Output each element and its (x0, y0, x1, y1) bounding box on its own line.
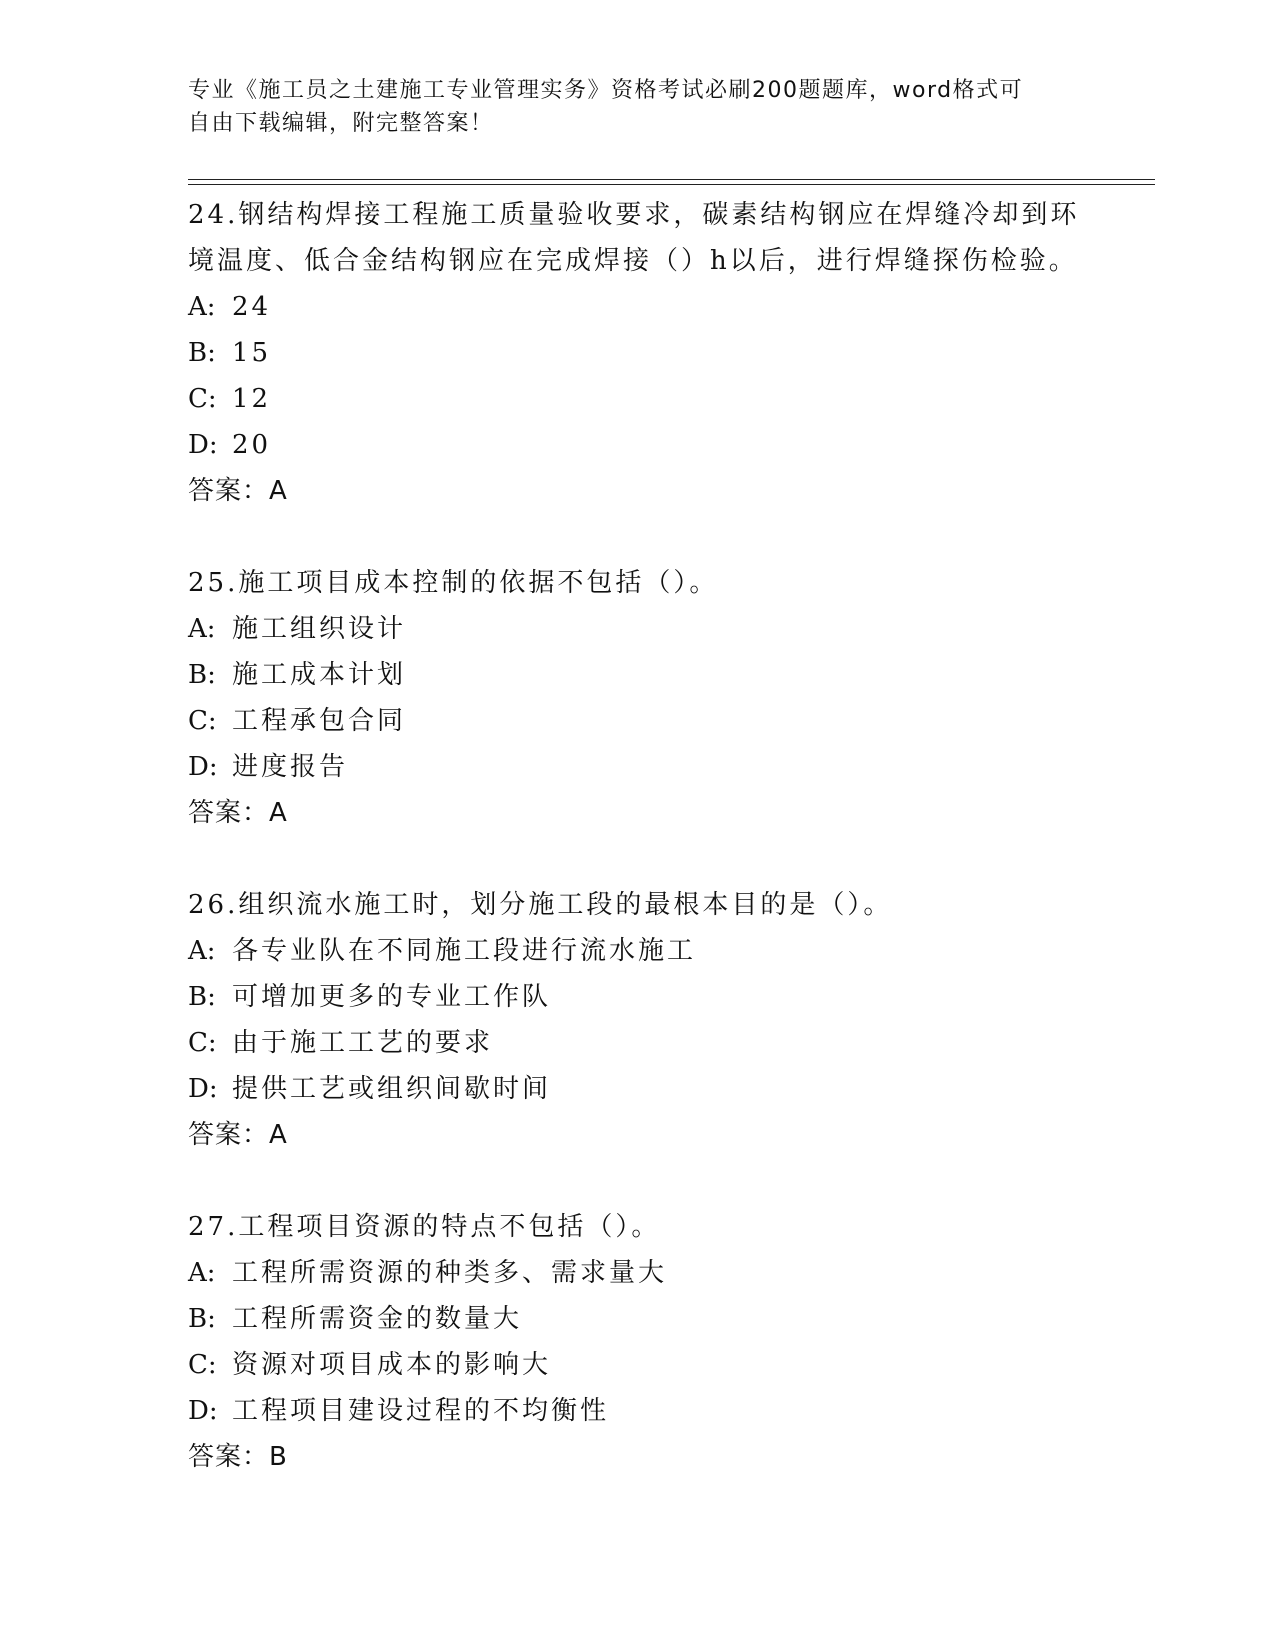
question-stem: 25.施工项目成本控制的依据不包括（）。 (188, 568, 719, 598)
option-a (188, 928, 1148, 974)
option-text: 工程承包合同 (232, 706, 407, 736)
option-text: 施工成本计划 (232, 660, 407, 690)
question-stem: 26.组织流水施工时，划分施工段的最根本目的是（）。 (188, 890, 893, 920)
option-a (188, 1250, 1148, 1296)
option-a (188, 284, 1148, 330)
option-text: 24 (232, 292, 272, 322)
option-key: A: (188, 1258, 216, 1288)
answer-line: 答案：A (188, 476, 288, 506)
option-key: B: (188, 660, 216, 690)
option-text: 施工组织设计 (232, 614, 407, 644)
header-line-2: 自由下载编辑，附完整答案！ (188, 111, 494, 136)
option-key: D: (188, 1396, 218, 1426)
option-text: 提供工艺或组织间歇时间 (232, 1074, 552, 1104)
option-key: C: (188, 1350, 217, 1380)
option-text: 20 (232, 430, 272, 460)
option-key: B: (188, 1304, 216, 1334)
question-stem: 27.工程项目资源的特点不包括（）。 (188, 1212, 661, 1242)
header-line-1: 专业《施工员之土建施工专业管理实务》资格考试必刷200题题库，word格式可 (188, 78, 1024, 103)
option-text: 各专业队在不同施工段进行流水施工 (232, 936, 697, 966)
question-stem: 24.钢结构焊接工程施工质量验收要求，碳素结构钢应在焊缝冷却到环 (188, 200, 1080, 230)
page-header (188, 74, 1088, 140)
option-key: C: (188, 706, 217, 736)
option-text: 12 (232, 384, 272, 414)
question-27 (188, 1204, 1148, 1480)
option-text: 资源对项目成本的影响大 (232, 1350, 552, 1380)
option-c (188, 376, 1148, 422)
option-c (188, 1020, 1148, 1066)
option-text: 由于施工工艺的要求 (232, 1028, 494, 1058)
option-text: 工程所需资源的种类多、需求量大 (232, 1258, 668, 1288)
question-stem-continued: 境温度、低合金结构钢应在完成焊接（）h以后，进行焊缝探伤检验。 (188, 246, 1078, 276)
option-key: C: (188, 384, 217, 414)
option-b (188, 330, 1148, 376)
question-26 (188, 882, 1148, 1158)
option-key: D: (188, 430, 218, 460)
option-text: 工程所需资金的数量大 (232, 1304, 523, 1334)
option-text: 可增加更多的专业工作队 (232, 982, 552, 1012)
question-list (188, 192, 1148, 1526)
option-c (188, 1342, 1148, 1388)
option-key: B: (188, 338, 216, 368)
option-key: A: (188, 936, 216, 966)
option-a (188, 606, 1148, 652)
answer-line: 答案：B (188, 1442, 288, 1472)
header-divider-bottom (188, 184, 1155, 185)
option-b (188, 652, 1148, 698)
answer-line: 答案：A (188, 798, 288, 828)
option-key: A: (188, 292, 216, 322)
option-b (188, 974, 1148, 1020)
header-divider-top (188, 179, 1155, 180)
answer-line: 答案：A (188, 1120, 288, 1150)
option-key: D: (188, 752, 218, 782)
option-d (188, 744, 1148, 790)
option-c (188, 698, 1148, 744)
option-d (188, 1388, 1148, 1434)
option-key: A: (188, 614, 216, 644)
option-key: C: (188, 1028, 217, 1058)
option-d (188, 422, 1148, 468)
option-b (188, 1296, 1148, 1342)
option-text: 进度报告 (232, 752, 349, 782)
option-d (188, 1066, 1148, 1112)
option-key: B: (188, 982, 216, 1012)
option-key: D: (188, 1074, 218, 1104)
option-text: 工程项目建设过程的不均衡性 (232, 1396, 610, 1426)
question-25 (188, 560, 1148, 836)
option-text: 15 (232, 338, 272, 368)
question-24 (188, 192, 1148, 514)
